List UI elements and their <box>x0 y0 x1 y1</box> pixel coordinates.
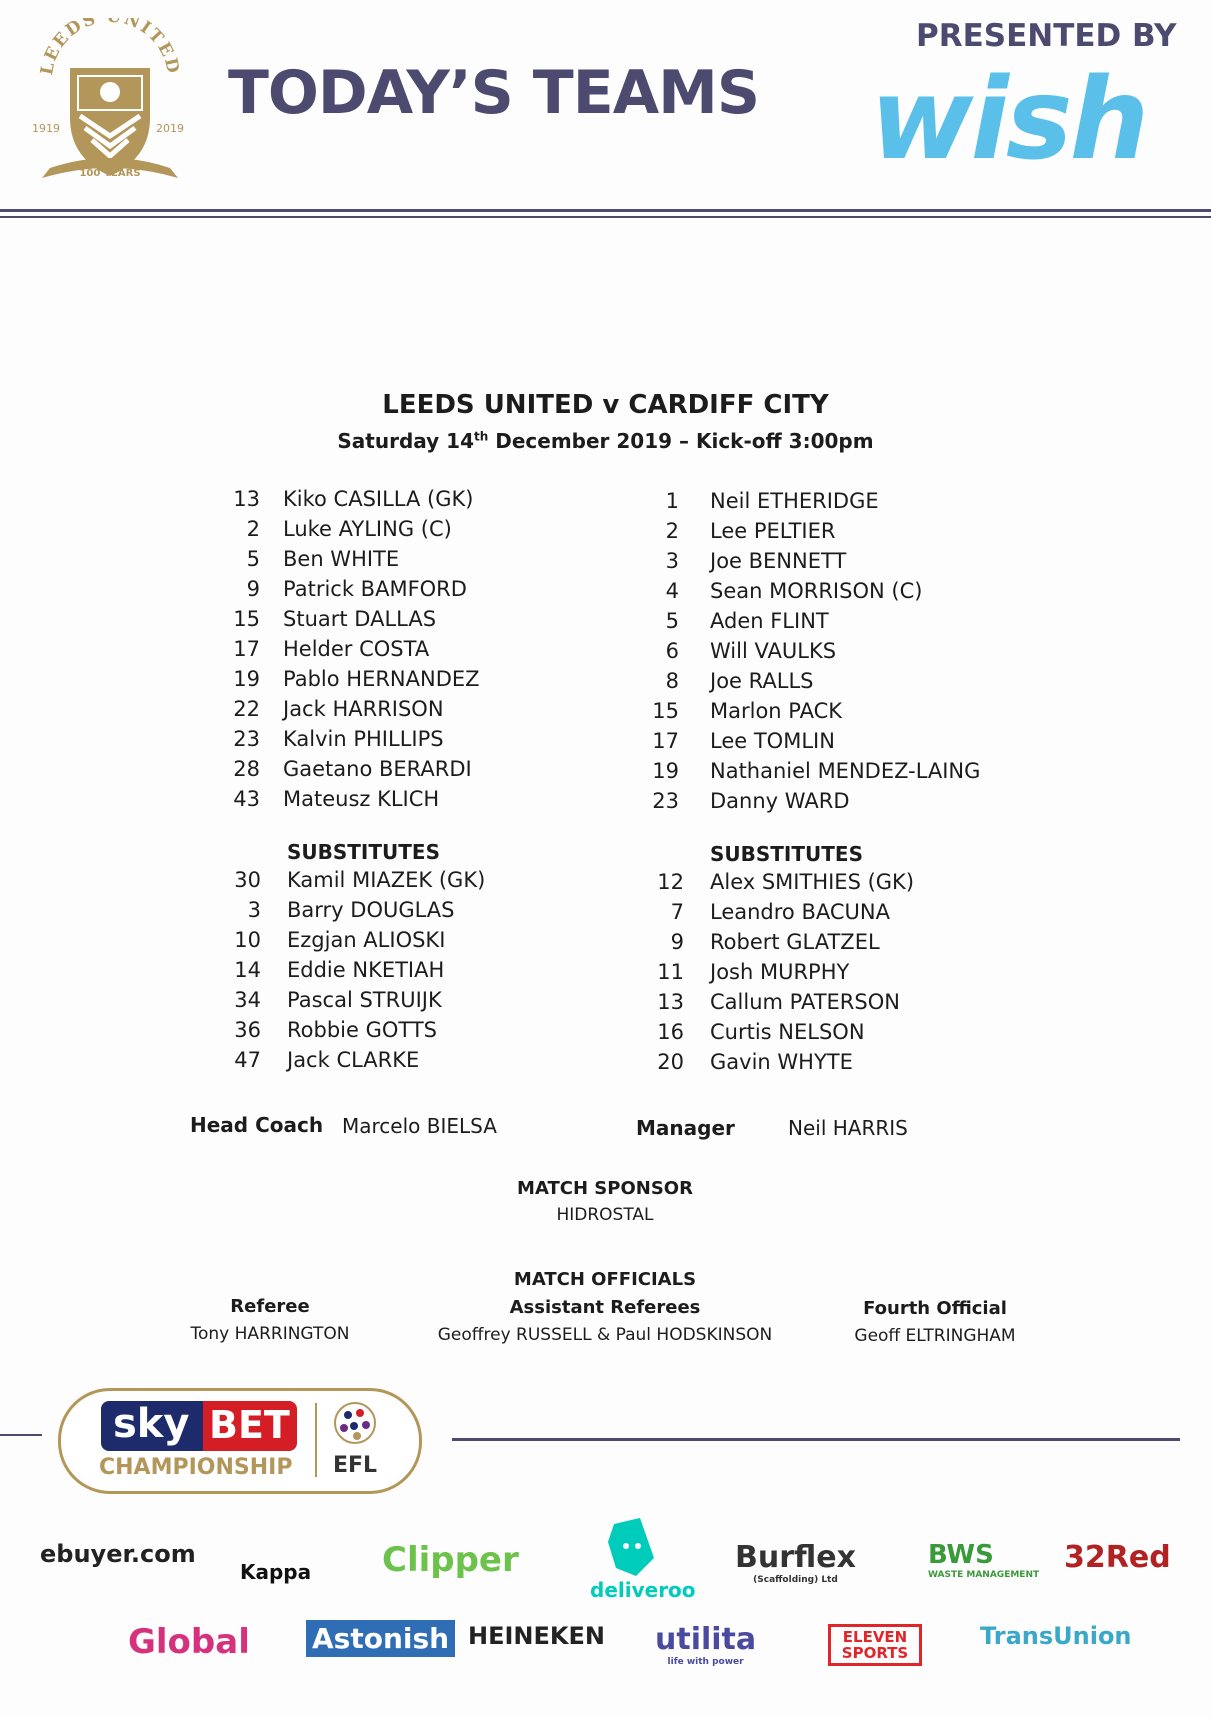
player-number: 12 <box>657 870 684 894</box>
player-row <box>0 669 1211 699</box>
player-name: Pablo HERNANDEZ <box>283 667 480 691</box>
sponsor-name: Astonish <box>312 1622 450 1655</box>
sponsor-logo-kappa <box>240 1560 311 1584</box>
player-name: Patrick BAMFORD <box>283 577 467 601</box>
player-name: Ben WHITE <box>283 547 400 571</box>
player-number: 23 <box>233 727 260 751</box>
head-coach-name: Marcelo BIELSA <box>342 1114 497 1138</box>
crest-ribbon: 100 YEARS <box>79 168 141 179</box>
player-number: 2 <box>246 517 260 541</box>
player-number: 5 <box>246 547 260 571</box>
efl-text: EFL <box>333 1453 378 1478</box>
player-number: 5 <box>665 609 679 633</box>
player-number: 17 <box>652 729 679 753</box>
player-number: 4 <box>665 579 679 603</box>
player-number: 3 <box>247 898 261 922</box>
player-name: Helder COSTA <box>283 637 430 661</box>
player-name: Gavin WHYTE <box>710 1050 853 1074</box>
player-row <box>0 549 1211 579</box>
sponsor-name: BWS <box>928 1540 994 1570</box>
player-name: Ezgjan ALIOSKI <box>287 928 446 952</box>
player-name: Callum PATERSON <box>710 990 900 1014</box>
player-number: 15 <box>652 699 679 723</box>
player-name: Kamil MIAZEK (GK) <box>287 868 486 892</box>
player-name: Lee PELTIER <box>710 519 836 543</box>
match-title: LEEDS UNITED v CARDIFF CITY <box>382 390 829 420</box>
player-name: Jack HARRISON <box>283 697 444 721</box>
player-number: 34 <box>234 988 261 1012</box>
player-number: 9 <box>246 577 260 601</box>
sponsor-name: Kappa <box>240 1560 312 1584</box>
player-number: 19 <box>233 667 260 691</box>
match-sponsor-heading: MATCH SPONSOR <box>517 1178 693 1199</box>
header-rule-top <box>0 209 1211 212</box>
player-number: 14 <box>234 958 261 982</box>
assistant-referees-names: Geoffrey RUSSELL & Paul HODSKINSON <box>437 1325 773 1345</box>
sponsor-name: Burflex <box>735 1540 856 1575</box>
player-row <box>0 789 1211 819</box>
fourth-official-name: Geoff ELTRINGHAM <box>854 1326 1016 1346</box>
player-name: Curtis NELSON <box>710 1020 865 1044</box>
player-row <box>0 930 1211 960</box>
player-number: 30 <box>234 868 261 892</box>
player-row <box>0 900 1211 930</box>
player-name: Joe BENNETT <box>710 549 847 573</box>
player-row <box>0 990 1211 1020</box>
player-row <box>0 639 1211 669</box>
player-row <box>0 870 1211 900</box>
player-name: Robbie GOTTS <box>287 1018 438 1042</box>
sponsor-logo-utilita <box>655 1622 756 1667</box>
crest-year-right: 2019 <box>156 122 184 135</box>
referee-label: Referee <box>230 1296 310 1317</box>
referee-name: Tony HARRINGTON <box>190 1324 350 1344</box>
player-number: 15 <box>233 607 260 631</box>
player-number: 11 <box>657 960 684 984</box>
head-coach-label: Head Coach <box>190 1113 324 1137</box>
match-date <box>0 429 1211 453</box>
match-date-rest: December 2019 – Kick-off 3:00pm <box>488 429 874 453</box>
player-name: Leandro BACUNA <box>710 900 890 924</box>
page-title: TODAY’S TEAMS <box>228 58 760 128</box>
sponsor-logo-burflex <box>735 1540 856 1585</box>
player-number: 20 <box>657 1050 684 1074</box>
player-number: 47 <box>234 1048 261 1072</box>
player-number: 43 <box>233 787 260 811</box>
player-name: Barry DOUGLAS <box>287 898 455 922</box>
player-number: 1 <box>665 489 679 513</box>
player-number: 23 <box>652 789 679 813</box>
sponsor-logo-heineken <box>468 1622 605 1650</box>
player-number: 2 <box>665 519 679 543</box>
manager-label: Manager <box>636 1116 735 1140</box>
player-number: 13 <box>657 990 684 1014</box>
skybet-bet: BET <box>209 1403 290 1447</box>
sponsor-name: TransUnion <box>980 1622 1132 1650</box>
officials-heading: MATCH OFFICIALS <box>513 1269 697 1290</box>
skybet-sky: sky <box>113 1401 190 1447</box>
sponsor-logo-bws <box>928 1540 1039 1580</box>
crest-year-left: 1919 <box>32 122 60 135</box>
sponsor-logo-deliveroo <box>590 1578 696 1602</box>
sponsor-name: deliveroo <box>590 1578 696 1602</box>
player-row <box>0 960 1211 990</box>
player-name: Neil ETHERIDGE <box>710 489 879 513</box>
sponsor-logo-eleven-sports <box>828 1624 922 1666</box>
player-number: 17 <box>233 637 260 661</box>
sponsor-name: 32Red <box>1064 1540 1171 1575</box>
player-number: 28 <box>233 757 260 781</box>
sponsor-name: ELEVEN SPORTS <box>841 1628 909 1662</box>
player-row <box>0 609 1211 639</box>
championship-text: CHAMPIONSHIP <box>99 1455 293 1480</box>
player-row <box>0 489 1211 519</box>
sponsor-name: utilita <box>655 1622 757 1657</box>
player-name: Kalvin PHILLIPS <box>283 727 444 751</box>
deliveroo-kangaroo-icon <box>606 1518 658 1580</box>
player-row <box>0 729 1211 759</box>
player-row <box>0 519 1211 549</box>
player-number: 19 <box>652 759 679 783</box>
away-subs-heading: SUBSTITUTES <box>710 842 863 866</box>
player-row <box>0 699 1211 729</box>
player-number: 36 <box>234 1018 261 1042</box>
sponsor-name: Clipper <box>382 1540 519 1580</box>
sponsor-name: Global <box>128 1622 250 1662</box>
sponsor-logo-ebuyer-com <box>40 1540 196 1568</box>
home-subs-heading: SUBSTITUTES <box>287 840 440 864</box>
sponsor-logo-astonish <box>306 1620 455 1657</box>
fourth-official-label: Fourth Official <box>863 1298 1007 1319</box>
player-name: Robert GLATZEL <box>710 930 880 954</box>
player-name: Sean MORRISON (C) <box>710 579 923 603</box>
badge-divider <box>315 1403 317 1477</box>
player-number: 10 <box>234 928 261 952</box>
sponsor-logo-global <box>128 1622 250 1662</box>
player-number: 9 <box>670 930 684 954</box>
player-number: 3 <box>665 549 679 573</box>
player-name: Eddie NKETIAH <box>287 958 445 982</box>
player-name: Alex SMITHIES (GK) <box>710 870 915 894</box>
player-row <box>0 1020 1211 1050</box>
sponsor-name: HEINEKEN <box>468 1622 605 1650</box>
player-name: Gaetano BERARDI <box>283 757 472 781</box>
sponsor-subtext: (Scaffolding) Ltd <box>753 1575 838 1585</box>
sponsor-logo-32red <box>1064 1540 1171 1575</box>
player-name: Joe RALLS <box>710 669 814 693</box>
player-name: Will VAULKS <box>710 639 837 663</box>
player-name: Lee TOMLIN <box>710 729 835 753</box>
sponsor-logo-clipper <box>382 1540 519 1580</box>
assistant-referees-label: Assistant Referees <box>509 1297 701 1318</box>
player-row <box>0 1050 1211 1080</box>
efl-ball-icon <box>333 1401 377 1449</box>
player-name: Luke AYLING (C) <box>283 517 452 541</box>
player-number: 7 <box>670 900 684 924</box>
player-name: Marlon PACK <box>710 699 843 723</box>
player-row <box>0 759 1211 789</box>
header-rule-bottom <box>0 216 1211 218</box>
player-name: Jack CLARKE <box>287 1048 420 1072</box>
player-name: Josh MURPHY <box>710 960 850 984</box>
player-row <box>0 579 1211 609</box>
player-name: Stuart DALLAS <box>283 607 437 631</box>
sponsor-subtext: life with power <box>667 1657 744 1667</box>
player-name: Aden FLINT <box>710 609 829 633</box>
footer-rule-left <box>0 1434 42 1436</box>
player-number: 8 <box>665 669 679 693</box>
sponsor-name: ebuyer.com <box>40 1540 196 1568</box>
manager-name: Neil HARRIS <box>788 1116 908 1140</box>
svg-text:LEEDS UNITED <box>37 18 183 77</box>
wish-logo: wish <box>870 55 1147 185</box>
player-name: Nathaniel MENDEZ-LAING <box>710 759 981 783</box>
player-name: Mateusz KLICH <box>283 787 440 811</box>
match-date-suffix: th <box>474 429 489 444</box>
sponsor-subtext: WASTE MANAGEMENT <box>928 1570 1040 1580</box>
presented-by-label: PRESENTED BY <box>916 18 1177 54</box>
player-number: 6 <box>665 639 679 663</box>
match-date-day: Saturday 14 <box>337 429 474 453</box>
player-number: 16 <box>657 1020 684 1044</box>
sponsor-logo-transunion <box>980 1622 1132 1650</box>
player-name: Danny WARD <box>710 789 850 813</box>
player-name: Pascal STRUIJK <box>287 988 442 1012</box>
player-name: Kiko CASILLA (GK) <box>283 487 474 511</box>
club-crest <box>30 18 190 190</box>
footer-rule-right <box>452 1438 1180 1441</box>
skybet-championship-logo <box>58 1388 422 1494</box>
player-number: 22 <box>233 697 260 721</box>
crest-top-text: LEEDS NITED <box>37 18 184 77</box>
player-number: 13 <box>233 487 260 511</box>
match-sponsor-name: HIDROSTAL <box>556 1205 654 1225</box>
